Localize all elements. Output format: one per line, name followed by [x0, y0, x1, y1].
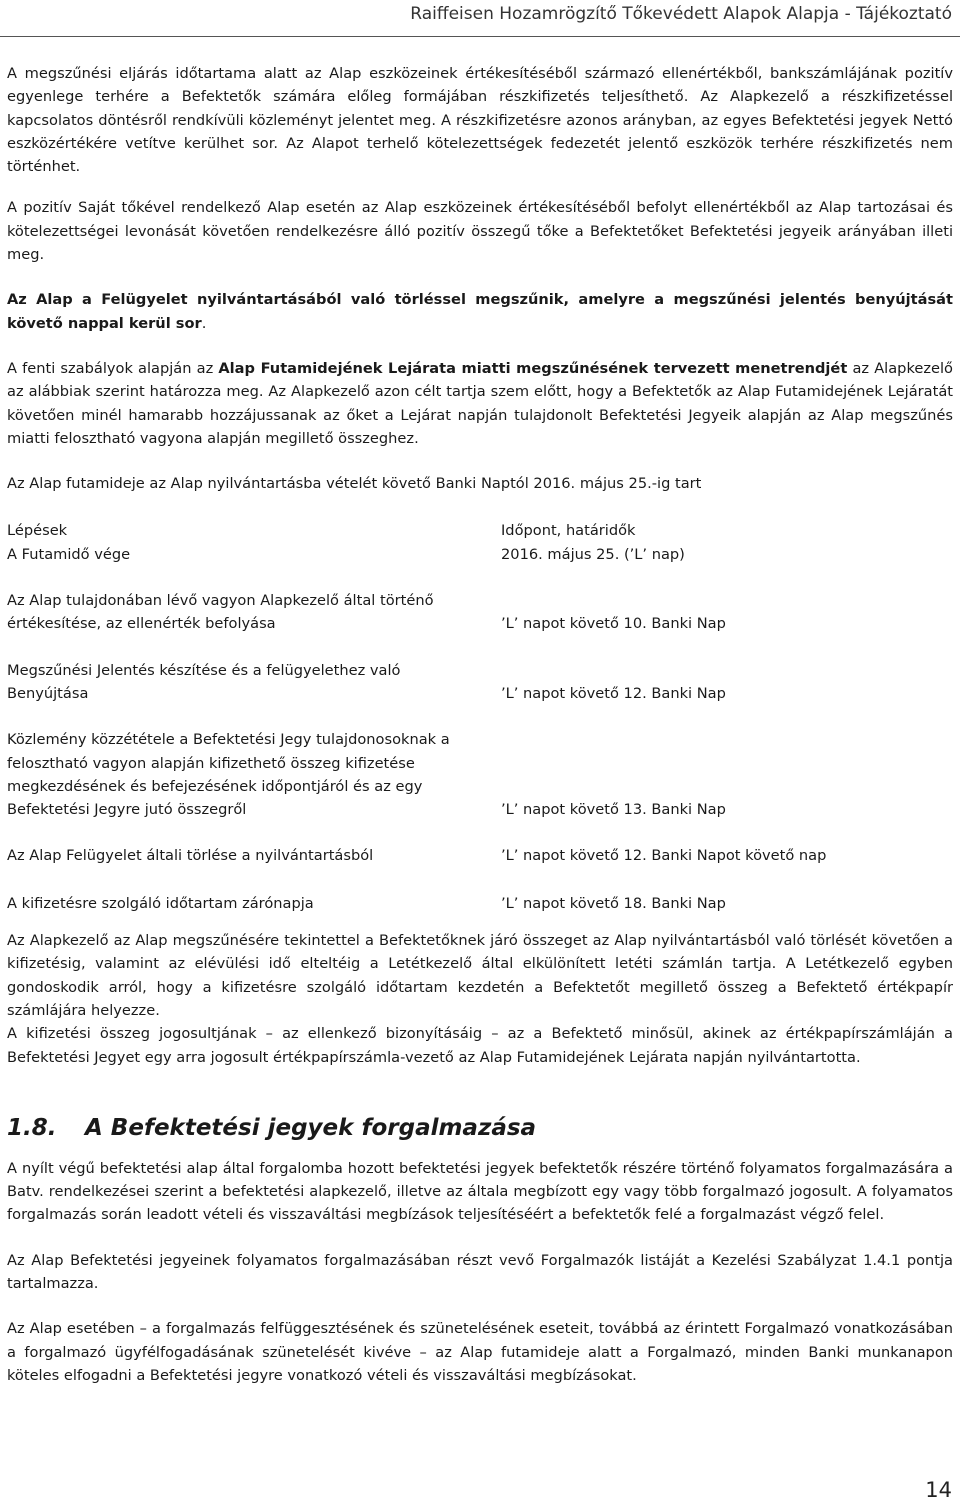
time-cell: ’L’ napot követő 10. Banki Nap — [501, 615, 726, 633]
schedule-row — [7, 892, 953, 915]
document-body — [7, 62, 953, 1387]
step-cell: Az Alap Felügyelet általi törlése a nyilvántartásból — [7, 847, 374, 865]
termination-end: . — [201, 314, 207, 332]
step-cell: A kifizetésre szolgáló időtartam zárónapja — [7, 894, 314, 912]
schedule-row — [7, 728, 953, 821]
schedule-intro-bold: Alap Futamidejének Lejárata miatti megszűnésének tervezett menetrendjét — [218, 359, 848, 377]
paragraph-distributors: Az Alap Befektetési jegyeinek folyamatos forgalmazásában részt vevő Forgalmazók listáját a Kezelési Szabályzat 1.4.1 pontja tartalmazza. — [7, 1251, 953, 1292]
schedule-row — [7, 589, 953, 636]
time-cell: 2016. május 25. (’L’ nap) — [501, 545, 685, 563]
paragraph-term: Az Alap futamideje az Alap nyilvántartásba vételét követő Banki Naptól 2016. május 25.-ig tart — [7, 475, 702, 493]
schedule-row — [7, 844, 953, 867]
paragraph-partial-payment: A megszűnési eljárás időtartama alatt az Alap eszközeinek értékesítéséből származó ellenértékből, bankszámlájának pozitív egyenlege terhére a Befektetők számára előleg formájában részkifizetés teljesíthető. Az Alapkezelő a részkifizetéssel kapcsolatos döntésről rendkívüli közleményt jelentet meg. A részkifizetésre azonos arányban, az egyes Befektetési jegyek Nettó eszközértékére vetítve kerülhet sor. Az Alapot terhelő kötelezettségek fedezetét jelentő eszközök terhére részkifizetés nem történhet. — [7, 65, 953, 176]
schedule-header-row — [7, 519, 953, 542]
paragraph-custody: Az Alapkezelő az Alap megszűnésére tekintettel a Befektetőknek járó összeget az Alap nyilvántartásból való törlését követően a kifizetésig, valamint az elévülési idő elteltéig a Letétkezelő által elkülönített letéti számlán tartja. A Letétkezelő egyben gondoskodik arról, hogy a kifizetésre szolgáló időtartam kezdetén a Befektetőt megillető összeg a Befektető értékpapír számlájára helyezze. — [7, 932, 953, 1019]
time-cell: ’L’ napot követő 18. Banki Nap — [501, 894, 726, 912]
paragraph-orders: Az Alap esetében – a forgalmazás felfüggesztésének és szünetelésének eseteit, továbbá az érintett Forgalmazó vonatkozásában a forgalmazó ügyfélfogadásának szünetelését kivéve – az Alap futamideje alatt a Forgalmazó, minden Banki munkanapon köteles elfogadni a Befektetési jegyre vonatkozó vételi és visszaváltási megbízásokat. — [7, 1320, 953, 1384]
paragraph-positive-equity: A pozitív Saját tőkével rendelkező Alap esetén az Alap eszközeinek értékesítéséből befolyt ellenértékből az Alap tartozásai és kötelezettségei levonását követően rendelkezésre álló pozitív összegű tőke a Befektetőket Befektetési jegyeik arányában illeti meg. — [7, 199, 953, 264]
paragraph-entitlement: A kifizetési összeg jogosultjának – az ellenkező bizonyításáig – az a Befektető minősül, akinek az értékpapírszámláján a Befektetési Jegyet egy arra jogosult értékpapírszámla-vezető az Alap Futamidejének Lejárata napján nyilvántartotta. — [7, 1025, 953, 1066]
time-cell: ’L’ napot követő 12. Banki Nap — [501, 684, 726, 702]
steps-header: Lépések — [7, 522, 68, 540]
section-title: A Befektetési jegyek forgalmazása — [85, 1114, 537, 1141]
step-cell: Közlemény közzététele a Befektetési Jegy tulajdonosoknak a felosztható vagyon alapján kifizethető összeg kifizetése megkezdésének és befejezésének időpontjáról és az egy Befektetési Jegyre jutó összegről — [7, 731, 450, 819]
step-cell: Az Alap tulajdonában lévő vagyon Alapkezelő által történő értékesítése, az ellenérték befolyása — [7, 592, 434, 633]
schedule-row — [7, 543, 953, 566]
paragraph-distribution: A nyílt végű befektetési alap által forgalomba hozott befektetési jegyek befektetők részére történő folyamatos forgalmazására a Batv. rendelkezései szerint a befektetési alapkezelő, illetve az általa megbízott egy vagy több forgalmazó jogosult. A folyamatos forgalmazás során leadott vételi és visszaváltási megbízások teljesítéséért a befektetők felé a forgalmazást végző felel. — [7, 1159, 953, 1224]
schedule-row — [7, 659, 953, 706]
schedule-intro-b: az Alapkezelő az alábbiak szerint határozza meg. Az Alapkezelő azon célt tartja szem előtt, hogy a Befektetők az Alap Futamidejének Lejáratát követően minél hamarabb hozzájussanak az őket a Lejárat napján tulajdonolt Befektetési Jegyeik alapján az Alap megszűnés miatti felosztható vagyona alapján megillető összeghez. — [7, 359, 953, 447]
section-number: 1.8. — [7, 1114, 57, 1141]
time-cell: ’L’ napot követő 12. Banki Napot követő nap — [501, 847, 827, 865]
schedule-table — [7, 519, 953, 915]
schedule-intro-a: A fenti szabályok alapján az — [7, 359, 219, 377]
termination-bold-text: Az Alap a Felügyelet nyilvántartásából való törléssel megszűnik, amelyre a megszűnési jelentés benyújtását követő nappal kerül sor — [7, 291, 953, 332]
time-header: Időpont, határidők — [501, 522, 636, 540]
page-number: 14 — [925, 1478, 952, 1502]
paragraph-termination — [7, 288, 953, 335]
step-cell: A Futamidő vége — [7, 545, 131, 563]
section-heading — [7, 1113, 953, 1143]
header-divider — [0, 36, 960, 37]
page-header: Raiffeisen Hozamrögzítő Tőkevédett Alapok Alapja - Tájékoztató — [410, 4, 952, 24]
paragraph-schedule-intro — [7, 357, 953, 450]
time-cell: ’L’ napot követő 13. Banki Nap — [501, 801, 726, 819]
step-cell: Megszűnési Jelentés készítése és a felügyelethez való Benyújtása — [7, 661, 401, 702]
